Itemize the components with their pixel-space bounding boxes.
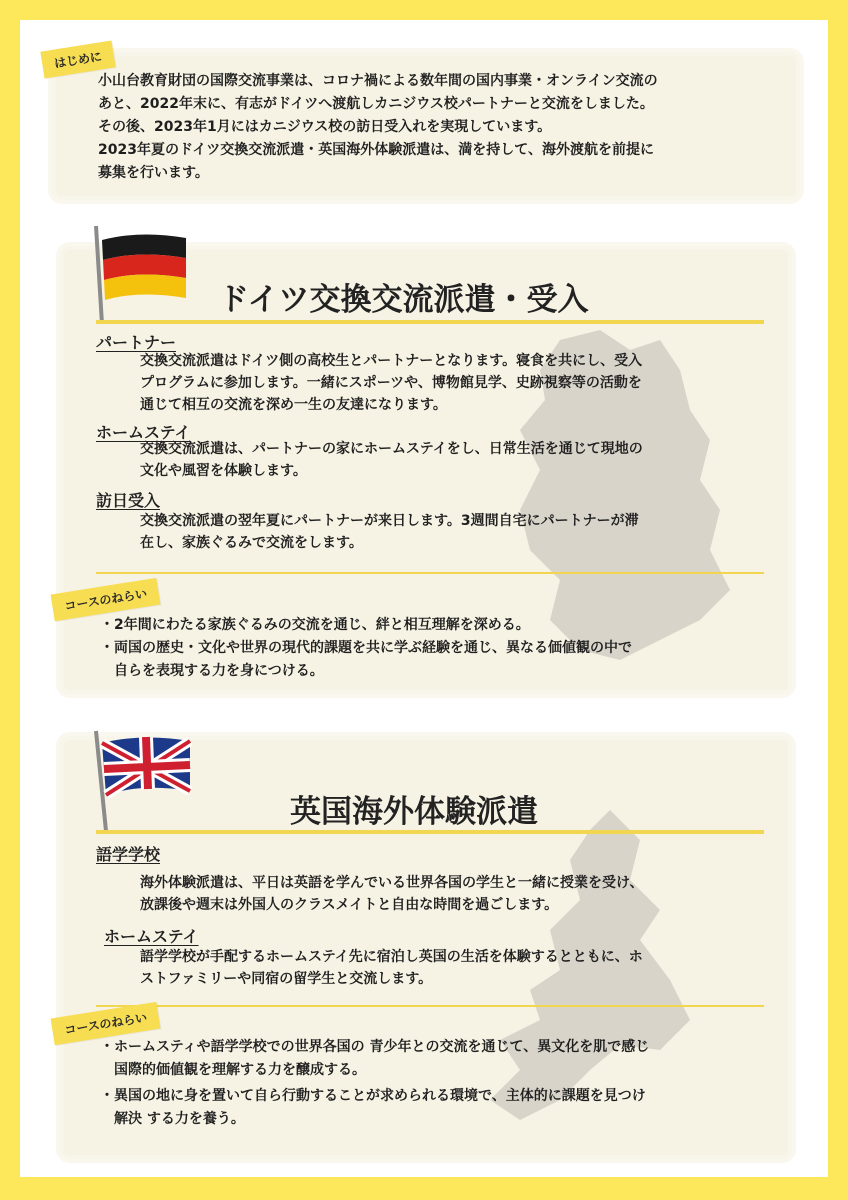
germany-heading-underline <box>96 320 764 324</box>
germany-visit-line-1: 交換交流派遣の翌年夏にパートナーが来日します。3週間自宅にパートナーが滞 <box>140 513 639 529</box>
uk-aim-line-4: 解決 する力を養う。 <box>100 1111 245 1127</box>
uk-school-line-1: 海外体験派遣は、平日は英語を学んでいる世界各国の学生と一緒に授業を受け、 <box>140 875 644 891</box>
uk-flag-icon <box>90 725 200 835</box>
uk-heading: 英国海外体験派遣 <box>290 794 538 830</box>
intro-line-4: 2023年夏のドイツ交換交流派遣・英国海外体験派遣は、満を持して、海外渡航を前提に <box>98 142 654 158</box>
uk-school-title: 語学学校 <box>96 845 161 864</box>
uk-aim-divider <box>96 1005 764 1007</box>
uk-school-line-2: 放課後や週末は外国人のクラスメイトと自由な時間を過ごします。 <box>140 897 559 913</box>
germany-aim-line-1: ・2年間にわたる家族ぐるみの交流を通じ、絆と相互理解を深める。 <box>100 617 530 633</box>
uk-aim-line-3: ・異国の地に身を置いて自ら行動することが求められる環境で、主体的に課題を見つけ <box>100 1088 646 1104</box>
intro-line-2: あと、2022年末に、有志がドイツへ渡航しカニジウス校パートナーと交流をしました。 <box>98 96 654 112</box>
intro-line-1: 小山台教育財団の国際交流事業は、コロナ禍による数年間の国内事業・オンライン交流の <box>98 73 658 89</box>
germany-partner-line-1: 交換交流派遣はドイツ側の高校生とパートナーとなります。寝食を共にし、受入 <box>140 353 643 369</box>
intro-tag: はじめに <box>40 41 115 79</box>
uk-homestay-line-1: 語学学校が手配するホームステイ先に宿泊し英国の生活を体験するとともに、ホ <box>140 949 643 965</box>
uk-aim-line-2: 国際的価値観を理解する力を醸成する。 <box>100 1062 366 1078</box>
uk-aim-tag: コースのねらい <box>51 1002 161 1045</box>
intro-line-5: 募集を行います。 <box>98 165 209 181</box>
uk-homestay-title: ホームステイ <box>104 927 199 946</box>
germany-aim-line-3: 自らを表現する力を身につける。 <box>100 663 324 679</box>
uk-heading-underline <box>96 830 764 834</box>
uk-aim-line-1: ・ホームスティや語学学校での世界各国の 青少年との交流を通じて、異文化を肌で感じ <box>100 1039 650 1055</box>
germany-partner-line-3: 通じて相互の交流を深め一生の友達になります。 <box>140 397 447 413</box>
germany-partner-line-2: プログラムに参加します。一緒にスポーツや、博物館見学、史跡視察等の活動を <box>140 375 642 391</box>
germany-homestay-title: ホームステイ <box>96 423 191 442</box>
germany-flag-icon <box>90 220 200 330</box>
flyer-page <box>20 20 828 1177</box>
germany-aim-tag: コースのねらい <box>51 578 161 621</box>
germany-partner-title: パートナー <box>96 333 177 352</box>
intro-line-3: その後、2023年1月にはカニジウス校の訪日受入れを実現しています。 <box>98 119 552 135</box>
germany-aim-divider <box>96 572 764 574</box>
germany-homestay-line-2: 文化や風習を体験します。 <box>140 463 307 479</box>
uk-homestay-line-2: ストファミリーや同宿の留学生と交流します。 <box>140 971 433 987</box>
germany-heading: ドイツ交換交流派遣・受入 <box>218 282 589 318</box>
germany-visit-title: 訪日受入 <box>96 491 161 510</box>
germany-aim-line-2: ・両国の歴史・文化や世界の現代的課題を共に学ぶ経験を通じ、異なる価値観の中で <box>100 640 632 656</box>
germany-homestay-line-1: 交換交流派遣は、パートナーの家にホームステイをし、日常生活を通じて現地の <box>140 441 643 457</box>
germany-visit-line-2: 在し、家族ぐるみで交流をします。 <box>140 535 363 551</box>
